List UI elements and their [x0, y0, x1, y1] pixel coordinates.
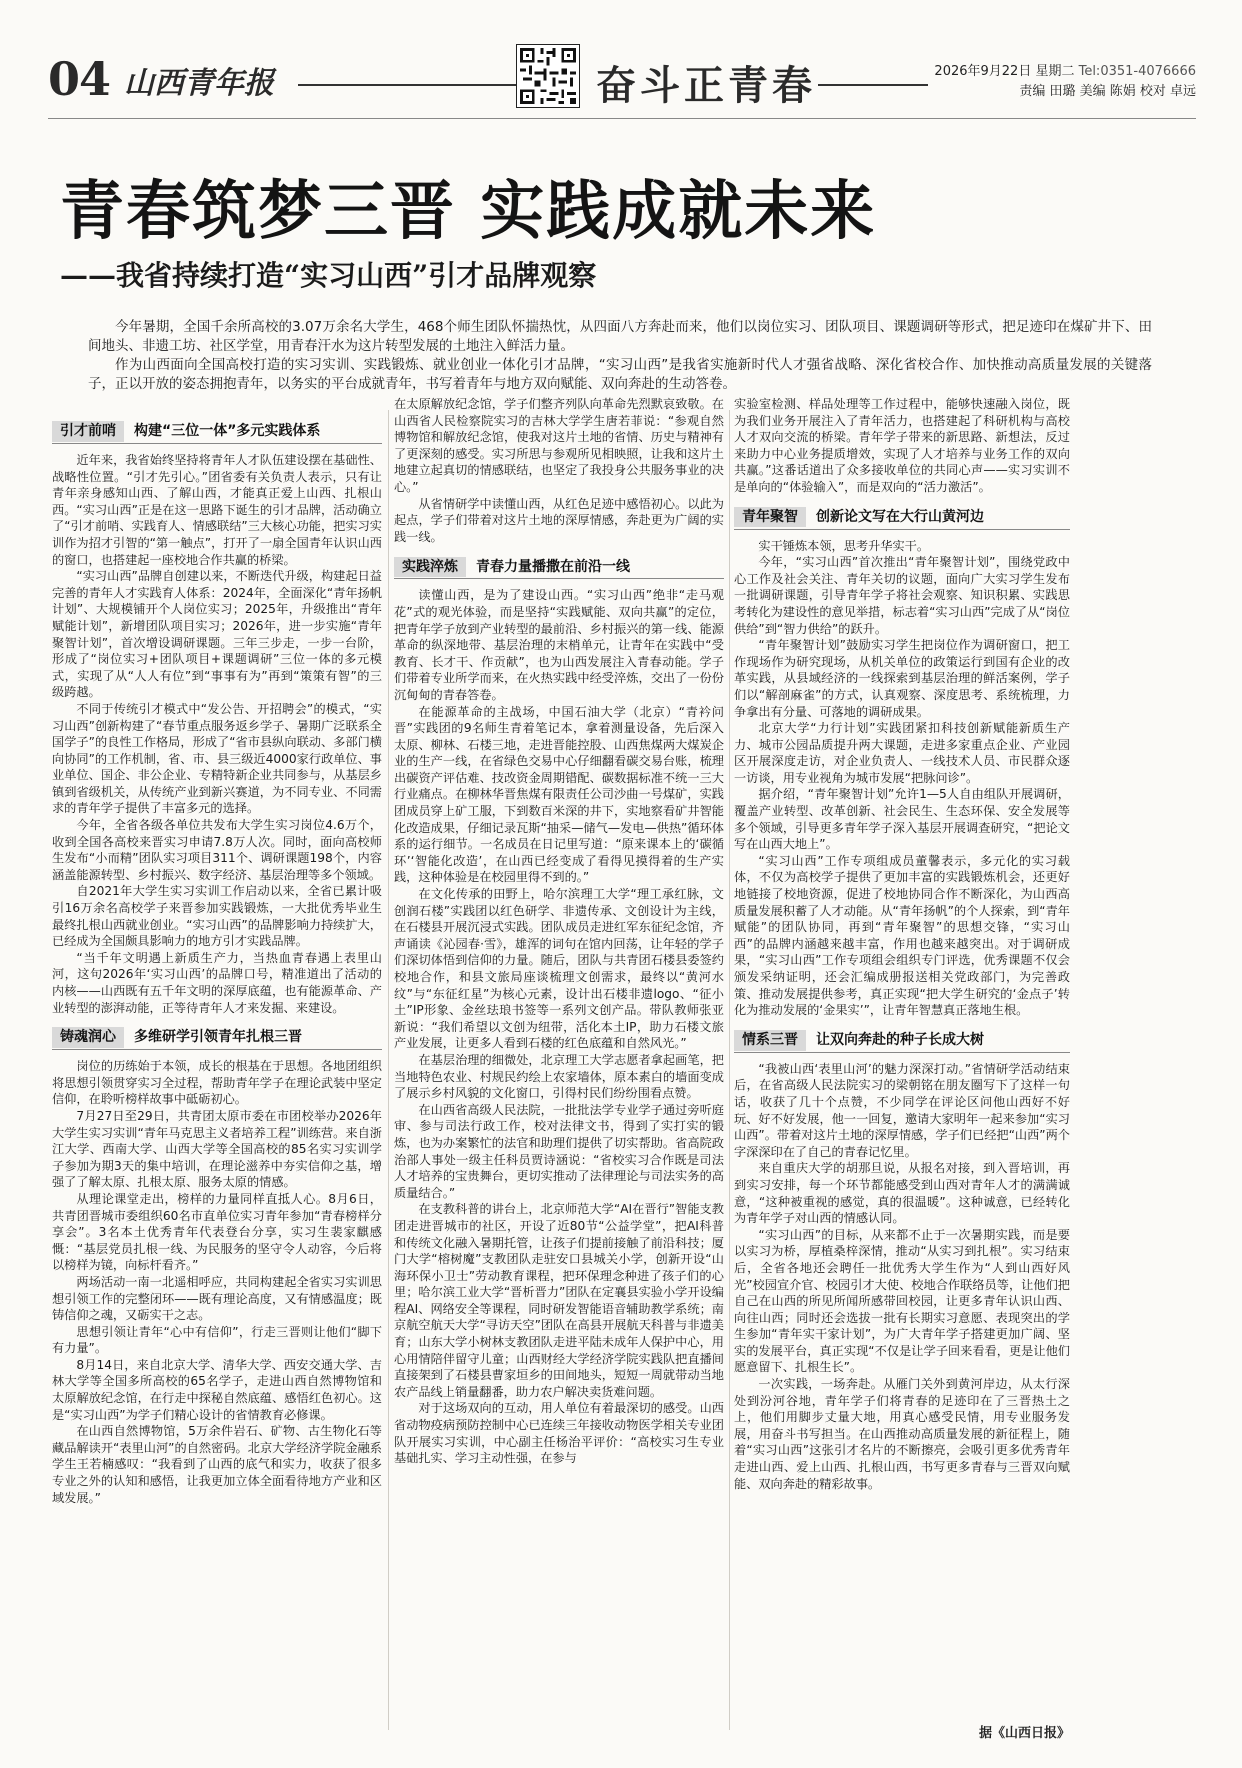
paragraph: “青年聚智计划”鼓励实习学生把岗位作为调研窗口，把工作现场作为研究现场，从机关单位的政策运行到国有企业的改革实践，从县域经济的一线探索到基层治理的鲜活案例，学子们以“解剖麻雀”的方式，认真观察、深度思考、系统梳理，力争拿出有分量、可落地的调研成果。	[734, 638, 1070, 719]
paragraph: 自2021年大学生实习实训工作启动以来，全省已累计吸引16万余名高校学子来晋参加实践锻炼，一大批优秀毕业生最终扎根山西就业创业。“实习山西”的品牌影响力持续扩大，已经成为全国颇具影响力的地方引才实践品牌。	[52, 884, 382, 949]
paragraph: 近年来，我省始终坚持将青年人才队伍建设摆在基础性、战略性位置。“引才先引心。”团省委有关负责人表示，只有让青年亲身感知山西、了解山西，才能真正爱上山西、扎根山西。“实习山西”正是在这一思路下诞生的引才品牌，活动确立了“引才前哨、实践育人、情感联结”三大核心功能，把实习实训作为招才引智的“第一触点”，打开了一扇全国青年认识山西的窗口，也搭建起一座校地合作共赢的桥梁。	[52, 453, 382, 567]
masthead-rule-right	[818, 84, 928, 86]
paragraph: 岗位的历练始于本领，成长的根基在于思想。各地团组织将思想引领贯穿实习全过程，帮助青年学子在理论武装中坚定信仰，在聆听榜样故事中砥砺初心。	[52, 1059, 382, 1107]
paragraph: 读懂山西，是为了建设山西。“实习山西”绝非“走马观花”式的观光体验，而是坚持“实践赋能、双向共赢”的定位，把青年学子放到产业转型的最前沿、乡村振兴的第一线、能源革命的纵深地带、基层治理的末梢单元，让青年在实践中“受教育、长才干、作贡献”，也为山西发展注入青春动能。学子们带着专业所学而来，在火热实践中经受淬炼，交出了一份份沉甸甸的青春答卷。	[394, 588, 724, 702]
paragraph: “实习山西”的目标，从来都不止于一次暑期实践，而是要以实习为桥，厚植桑梓深情，推动“从实习到扎根”。实习结束后，全省各地还会聘任一批优秀大学生作为“人到山西好风光”校园宣介官、校园引才大使、校地合作联络员等，让他们把自己在山西的所见所闻所感带回校园，让更多青年认识山西、向往山西；同时还会选拔一批有长期实习意愿、表现突出的学生参加“青年实干家计划”，为广大青年学子搭建更加广阔、坚实的发展平台，真正实现“不仅是让学子回来看看，更是让他们愿意留下、扎根生长”。	[734, 1227, 1070, 1375]
paragraph: 北京大学“力行计划”实践团紧扣科技创新赋能新质生产力、城市公园品质提升两大课题，走进多家重点企业、产业园区开展深度走访，对企业负责人、一线技术人员、市民群众逐一访谈，用专业视角为城市发展“把脉问诊”。	[734, 721, 1070, 785]
paragraph: 在基层治理的细微处，北京理工大学志愿者拿起画笔，把当地特色农业、村规民约绘上农家墙体，原本素白的墙面变成了展示乡村风貌的文化窗口，引得村民们纷纷围看点赞。	[394, 1052, 724, 1101]
qr-code-icon[interactable]	[516, 44, 580, 108]
paragraph: 来自重庆大学的胡那旦说，从报名对接，到入晋培训，再到实习安排，每一个环节都能感受到山西对青年人才的满满诚意，“这种被重视的感觉，真的很温暖”。这种诚意，已经转化为青年学子对山西的情感认同。	[734, 1161, 1070, 1226]
section-title: 构建“三位一体”多元实践体系	[134, 423, 321, 440]
paragraph: 对于这场双向的互动，用人单位有着最深切的感受。山西省动物疫病预防控制中心已连续三年接收动物医学相关专业团队开展实习实训，中心副主任杨治平评价：“高校实习生专业基础扎实、学习主动性强，在参与	[394, 1401, 724, 1466]
paragraph: 据介绍，“青年聚智计划”允许1—5人自由组队开展调研，覆盖产业转型、改革创新、社会民生、生态环保、安全发展等多个领域，引导更多青年学子深入基层开展调查研究，“把论文写在山西大地上”。	[734, 787, 1070, 852]
lead-paragraph: 今年暑期，全国千余所高校的3.07万余名大学生，468个师生团队怀揣热忱，从四面八方奔赴而来，他们以岗位实习、团队项目、课题调研等形式，把足迹印在煤矿井下、田间地头、非遗工坊、社区学堂，用青春汗水为这片转型发展的土地注入鲜活力量。	[88, 319, 1152, 354]
paragraph: 不同于传统引才模式中“发公告、开招聘会”的模式，“实习山西”创新构建了“春节重点服务返乡学子、暑期广泛联系全国学子”的良性工作格局，形成了“省市县纵向联动、多部门横向协同”的工作机制，省、市、县三级近4000家行政单位、事业单位、国企、非公企业、专精特新企业共同参与，从基层乡镇到省级机关，从传统产业到新兴赛道，为不同专业、不同需求的青年学子提供了丰富多元的选择。	[52, 701, 382, 816]
section-title: 多维研学引领青年扎根三晋	[134, 1029, 302, 1046]
paragraph: 在文化传承的田野上，哈尔滨理工大学“理工承红脉，文创润石楼”实践团以红色研学、非遗传承、文创设计为主线，在石楼县开展沉浸式实践。团队成员走进红军东征纪念馆，齐声诵读《沁园春·雪》，雄浑的词句在馆内回荡，让年轻的学子们深切体悟到信仰的力量。随后，团队与共青团石楼县委签约校地合作，和县文旅局座谈梳理文创需求，最终以“黄河水纹”与“东征红星”为核心元素，设计出石楼非遗logo、“征小土”IP形象、金丝珐琅书签等一系列文创产品。带队教师张亚新说：“我们希望以文创为纽带，活化本土IP，助力石楼文旅产业发展，让更多人看到石楼的红色底蕴和自然风光。”	[394, 887, 724, 1051]
section-head-3	[394, 555, 724, 579]
section-title: 奋斗正青春	[596, 62, 816, 109]
masthead-bottom-rule	[48, 118, 1196, 119]
section-head-1	[52, 420, 382, 444]
paper-name: 山西青年报	[124, 66, 274, 101]
column-divider	[388, 410, 389, 1730]
paragraph: 在支教科普的讲台上，北京师范大学“AI在晋行”智能支教团走进晋城市的社区，开设了近80节“公益学堂”，把AI科普和传统文化融入暑期托管，让孩子们提前接触了前沿科技；厦门大学“榕树魔”支教团队走驻安口县城关小学，创新开设“山海环保小卫士”劳动教育课程，把环保理念种进了孩子们的心里；哈尔滨工业大学“晋析晋力”团队在定襄县实验小学开设编程AI、网络安全等课程，同时研发智能语音辅助教学系统；南京航空航天大学“寻访天空”团队在高县开展航天科普与非遗美育；山东大学小树林支教团队走进平陆未成年人保护中心，用心用情陪伴留守儿童；山西财经大学经济学院实践队把直播间直接架到了石楼县曹家垣乡的田间地头，短短一周就带动当地农产品线上销量翻番，助力农户解决卖货难问题。	[394, 1202, 724, 1399]
article-lead	[88, 318, 1152, 394]
article-source: 据《山西日报》	[978, 1726, 1070, 1741]
column-divider	[729, 410, 730, 1730]
paragraph: 从理论课堂走出，榜样的力量同样直抵人心。8月6日，共青团晋城市委组织60名市直单位实习青年参加“青春榜样分享会”。3名本土优秀青年代表登台分享，实习生裴家麒感慨：“基层党员扎根一线、为民服务的坚守令人动容，今后将以榜样为镜，向标杆看齐。”	[52, 1191, 382, 1273]
editors: 责编 田璐 美编 陈娟 校对 卓远	[1019, 84, 1196, 99]
paragraph: 思想引领让青年“心中有信仰”，行走三晋则让他们“脚下有力量”。	[52, 1324, 382, 1356]
column-2	[394, 396, 724, 1726]
section-tag: 青年聚智	[734, 507, 806, 528]
paragraph: “实习山西”品牌自创建以来，不断迭代升级，构建起日益完善的青年人才实践育人体系：2024年，全面深化“青年扬帆计划”、大规模铺开个人岗位实习；2025年，升级推出“青年赋能计划”，新增团队项目实习；2026年，进一步实施“青年聚智计划”，首次增设调研课题。三年三步走，一步一台阶，形成了“岗位实习+团队项目+课题调研”三位一体的多元模式，实现了从“人人有位”到“事事有为”再到“策策有智”的三级跨越。	[52, 569, 382, 700]
paragraph: 从省情研学中读懂山西，从红色足迹中感悟初心。以此为起点，学子们带着对这片土地的深厚情感，奔赴更为广阔的实践一线。	[394, 496, 724, 544]
paragraph: 在山西自然博物馆，5万余件岩石、矿物、古生物化石等藏品解读开“表里山河”的自然密码。北京大学经济学院金融系学生王若楠感叹：“我看到了山西的底气和实力，收获了很多专业之外的认知和感悟，让我更加立体全面看待地方产业和区域发展。”	[52, 1424, 382, 1505]
section-tag: 引才前哨	[52, 421, 124, 442]
paragraph: 两场活动一南一北遥相呼应，共同构建起全省实习实训思想引领工作的完整闭环——既有理论高度，又有情感温度；既铸信仰之魂，又砺实干之志。	[52, 1274, 382, 1323]
paragraph: 实验室检测、样品处理等工作过程中，能够快速融入岗位，既为我们业务开展注入了青年活力，也搭建起了科研机构与高校人才双向交流的桥梁。青年学子带来的新思路、新想法，反过来助力中心业务提质增效，实现了人才培养与业务工作的双向共赢。”这番话道出了众多接收单位的共同心声——实习实训不是单向的“体验输入”，而是双向的“活力激活”。	[734, 397, 1070, 494]
paragraph: “实习山西”工作专项组成员董馨表示，多元化的实习载体，不仅为高校学子提供了更加丰富的实践锻炼机会，还更好地链接了校地资源，促进了校地协同合作不断深化，为山西高质量发展积蓄了人才动能。从“青年扬帆”的个人探索，到“青年赋能”的团队协同，再到“青年聚智”的思想交锋，“实习山西”的品牌内涵越来越丰富，作用也越来越突出。对于调研成果，“实习山西”工作专项组会组织专门评选，优秀课题不仅会颁发采纳证明，还会汇编成册报送相关党政部门，为完善政策、推动发展提供参考，真正实现“把大学生研究的‘金点子’转化为推动发展的‘金果实’”，让青年智慧真正落地生根。	[734, 853, 1070, 1018]
paragraph: 在能源革命的主战场，中国石油大学（北京）“青衿问晋”实践团的9名师生青着笔记本，拿着测量设备，先后深入太原、柳林、石楼三地，走进晋能控股、山西焦煤两大煤炭企业的生产一线，在省绿色交易中心仔细翻看碳交易台账，梳理出碳资产评估难、技改资金周期错配、碳数据标准不统一三大行业痛点。在柳林华晋焦煤有限责任公司沙曲一号煤矿，实践团成员穿上矿工服，下到数百米深的井下，实地察看矿井智能化改造成果，仔细记录瓦斯“抽采—储气—发电—供热”循环体系的运行细节。一名成员在日记里写道：“原来课本上的‘碳循环’‘智能化改造’，在山西已经变成了看得见摸得着的生产实践，这种体验是在校园里得不到的。”	[394, 704, 724, 885]
section-title: 让双向奔赴的种子长成大树	[816, 1031, 984, 1048]
section-head-5	[734, 1029, 1070, 1053]
paragraph: “当千年文明遇上新质生产力，当热血青春遇上表里山河，这句2026年‘实习山西’的品牌口号，精准道出了活动的内核——山西既有五千年文明的深厚底蕴，也有能源革命、产业转型的澎湃动能，正等待青年人才来发掘、来建设。	[52, 950, 382, 1015]
paragraph: 今年，全省各级各单位共发布大学生实习岗位4.6万个，收到全国各高校来晋实习申请7.8万人次。同时，面向高校师生发布“小而精”团队实习项目311个、调研课题198个，内容涵盖能源转型、乡村振兴、数字经济、基层治理等多个领域。	[52, 818, 382, 882]
section-title: 创新论文写在大行山黄河边	[816, 508, 984, 525]
paragraph: 在太原解放纪念馆，学子们整齐列队向革命先烈默哀致敬。在山西省人民检察院实习的吉林大学学生唐若菲说：“参观自然博物馆和解放纪念馆，使我对这片土地的省情、历史与精神有了更深刻的感受。实习所思与参观所见相映照，让我和这片土地建立起真切的情感联结，也坚定了我投身公共服务事业的决心。”	[394, 397, 724, 494]
section-title: 青春力量播撒在前沿一线	[476, 558, 630, 575]
masthead-rule-left	[298, 84, 518, 86]
paragraph: 今年，“实习山西”首次推出“青年聚智计划”，围绕党政中心工作及社会关注、青年关切的议题，面向广大实习学生发布一批调研课题，引导青年学子将社会观察、知识积累、实践思考转化为建设性的意见举措，标志着“实习山西”完成了从“岗位供给”到“智力供给”的跃升。	[734, 555, 1070, 636]
paragraph: 实干锤炼本领，思考升华实干。	[758, 538, 930, 553]
section-tag: 铸魂润心	[52, 1027, 124, 1048]
paragraph: 在山西省高级人民法院，一批批法学专业学子通过旁听庭审、参与司法行政工作，校对法律文书，得到了实打实的锻炼，也为办案繁忙的法官和助理们提供了切实帮助。省高院政治部人事处一级主任科员贾诗涵说：“省校实习合作既是司法人才培养的宝贵舞台，更切实推动了法律理论与司法实务的高质量结合。”	[394, 1102, 724, 1200]
section-head-2	[52, 1026, 382, 1050]
masthead	[48, 40, 1196, 120]
section-head-4	[734, 506, 1070, 530]
issue-date: 2026年9月22日 星期二	[934, 64, 1075, 79]
paragraph: 一次实践，一场奔赴。从雁门关外到黄河岸边，从太行深处到汾河谷地，青年学子们将青春的足迹印在了三晋热土之上，他们用脚步丈量大地，用真心感受民情，用专业服务发展，用奋斗书写担当。在山西推动高质量发展的新征程上，随着“实习山西”这张引才名片的不断擦亮，会吸引更多优秀青年走进山西、爱上山西、扎根山西，书写更多青春与三晋双向赋能、双向奔赴的精彩故事。	[734, 1377, 1070, 1491]
page-number: 04	[48, 52, 111, 106]
article-subtitle: ——我省持续打造“实习山西”引才品牌观察	[60, 259, 597, 292]
column-3	[734, 396, 1070, 1696]
lead-paragraph: 作为山西面向全国高校打造的实习实训、实践锻炼、就业创业一体化引才品牌，“实习山西”是我省实施新时代人才强省战略、深化省校合作、加快推动高质量发展的关键落子，正以开放的姿态拥抱青年，以务实的平台成就青年，书写着青年与地方双向赋能、双向奔赴的生动答卷。	[88, 357, 1152, 392]
paragraph: 8月14日，来自北京大学、清华大学、西安交通大学、吉林大学等全国多所高校的65名学子，走进山西自然博物馆和太原解放纪念馆，在行走中探秘自然底蕴、感悟红色初心。这是“实习山西”为学子们精心设计的省情教育必修课。	[52, 1357, 382, 1422]
section-tag: 实践淬炼	[394, 557, 466, 578]
article-title: 青春筑梦三晋 实践成就未来	[60, 174, 877, 249]
paragraph: 7月27日至29日，共青团太原市委在市团校举办2026年大学生实习实训“青年马克思主义者培养工程”训练营。来自浙江大学、西南大学、山西大学等全国高校的85名实习实训学子参加为期3天的集中培训，在理论滋养中夯实信仰之基，增强了了解太原、扎根太原、服务太原的情感。	[52, 1108, 382, 1190]
phone: Tel:0351-4076666	[1078, 64, 1196, 79]
paragraph: “我被山西‘表里山河’的魅力深深打动。”省情研学活动结束后，在省高级人民法院实习的梁朝铭在朋友圈写下了这样一句话，收获了几十个点赞，不少同学在评论区问他山西好不好玩、好不好发展，他一一回复，邀请大家明年一起来参加“实习山西”。带着对这片土地的深厚情感，学子们已经把“山西”两个字深深印在了自己的青春记忆里。	[734, 1061, 1070, 1159]
masthead-info	[934, 62, 1196, 102]
section-tag: 情系三晋	[734, 1030, 806, 1051]
column-1	[52, 410, 382, 1740]
